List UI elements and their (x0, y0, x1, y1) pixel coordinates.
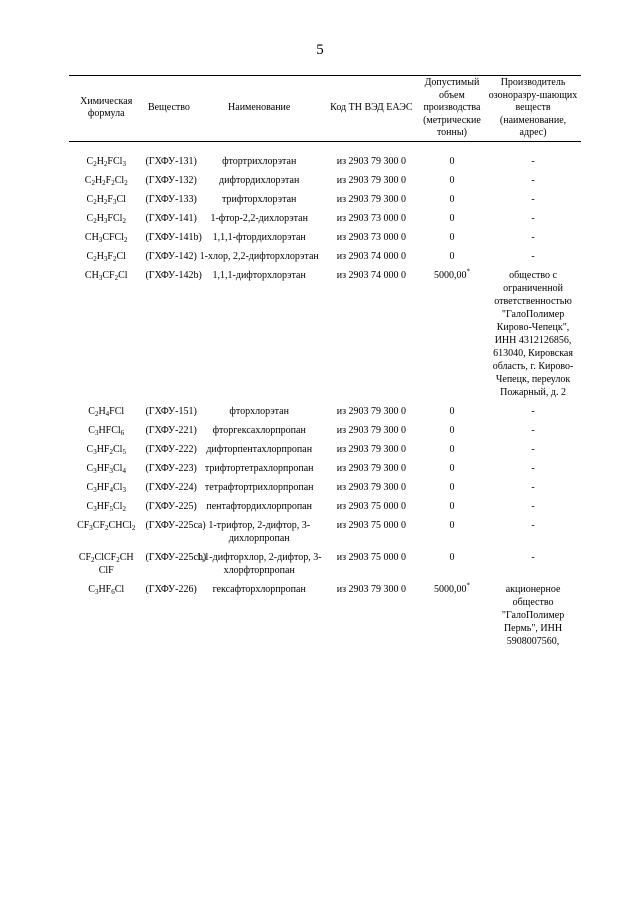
cell-amount: 0 (449, 481, 455, 493)
table-row (69, 212, 581, 231)
cell-code: из 2903 79 300 0 (336, 155, 407, 167)
header-code: Код ТН ВЭД ЕАЭС (324, 76, 419, 142)
table-row (69, 405, 581, 424)
cell-code: из 2903 75 000 0 (336, 551, 407, 563)
cell-name: 1,1-дифторхлор, 2-дифтор, 3-хлорфторпропан (196, 551, 322, 576)
cell-amount: 0 (449, 443, 455, 455)
cell-producer: - (531, 481, 535, 493)
cell-name: дифтордихлорэтан (219, 174, 300, 186)
cell-producer: - (531, 424, 535, 436)
cell-amount: 0 (449, 500, 455, 512)
cell-amount: 0 (449, 212, 455, 224)
cell-name: 1,1,1-фтордихлорэтан (212, 231, 306, 243)
cell-producer: - (531, 443, 535, 455)
cell-amount: 0 (449, 519, 455, 531)
cell-code: из 2903 74 000 0 (336, 269, 407, 281)
cell-producer: - (531, 250, 535, 262)
cell-name: гексафторхлорпропан (212, 583, 306, 595)
cell-code: из 2903 79 300 0 (336, 193, 407, 205)
table-header-row (69, 76, 581, 142)
cell-producer: - (531, 174, 535, 186)
cell-formula: $CF_2ClCF_2CH$ ClF (78, 551, 134, 576)
table-row (69, 250, 581, 269)
cell-code: из 2903 75 000 0 (336, 500, 407, 512)
cell-formula: $C_2H_3F_2Cl$ (86, 250, 126, 263)
cell-amount: 0 (449, 405, 455, 417)
cell-substance: (ГХФУ-225ca) (145, 519, 206, 531)
cell-producer: - (531, 231, 535, 243)
cell-substance: (ГХФУ-141) (145, 212, 197, 224)
table-row (69, 551, 581, 583)
cell-formula: $CH_3CFCl_2$ (84, 231, 128, 244)
cell-producer: - (531, 519, 535, 531)
cell-amount: 0 (449, 193, 455, 205)
cell-name: дифторпентахлорпропан (206, 443, 313, 455)
cell-name: трифторхлорэтан (222, 193, 297, 205)
cell-producer: - (531, 212, 535, 224)
cell-name: фтортрихлорэтан (222, 155, 297, 167)
cell-name: тетрафтортрихлорпропан (204, 481, 314, 493)
header-producer: Производитель озоноразру-шающих веществ (наименование, адрес) (485, 76, 581, 142)
cell-name: пентафтордихлорпропан (206, 500, 312, 512)
cell-code: из 2903 79 300 0 (336, 462, 407, 474)
header-name: Наименование (194, 76, 324, 142)
cell-amount: 0 (449, 231, 455, 243)
cell-formula: $C_2H_4FCl$ (88, 405, 125, 418)
cell-substance: (ГХФУ-132) (145, 174, 197, 186)
cell-substance: (ГХФУ-221) (145, 424, 197, 436)
cell-code: из 2903 79 300 0 (336, 174, 407, 186)
table-row (69, 519, 581, 551)
cell-producer: общество с ограниченной ответственностью "ГалоПолимер Кирово-Чепецк", ИНН 4312126856, 613040, Кировская область, г. Кирово-Чепецк, переулок Пожарный, д. 2 (492, 269, 574, 398)
cell-name: 1,1,1-дифторхлорэтан (212, 269, 306, 281)
cell-substance: (ГХФУ-222) (145, 443, 197, 455)
cell-producer: - (531, 405, 535, 417)
table-row (69, 462, 581, 481)
cell-name: 1-хлор, 2,2-дифторхлорэтан (199, 250, 319, 262)
table-row (69, 193, 581, 212)
cell-producer: - (531, 155, 535, 167)
ods-production-table (69, 75, 581, 654)
page-number: 5 (316, 42, 324, 58)
cell-formula: $C_3HF_2Cl_5$ (86, 443, 126, 456)
cell-formula: $CH_3CF_2Cl$ (84, 269, 128, 282)
table-row (69, 583, 581, 654)
cell-amount: 0 (449, 250, 455, 262)
cell-formula: $CF_3CF_2CHCl_2$ (77, 519, 136, 532)
cell-code: из 2903 79 300 0 (336, 405, 407, 417)
cell-code: из 2903 79 300 0 (336, 443, 407, 455)
cell-amount: 5000,00* (433, 267, 470, 281)
table-row (69, 500, 581, 519)
cell-name: 1-трифтор, 2-дифтор, 3-дихлорпропан (208, 519, 311, 544)
cell-substance: (ГХФУ-151) (145, 405, 197, 417)
cell-substance: (ГХФУ-225cb) (145, 551, 207, 563)
cell-name: фторгексахлорпропан (212, 424, 306, 436)
table-row (69, 141, 581, 174)
cell-producer: акционерное общество "ГалоПолимер Пермь", ИНН 5908007560, (501, 583, 565, 647)
cell-amount: 5000,00* (433, 581, 470, 595)
cell-formula: $C_2H_2FCl_3$ (86, 155, 126, 168)
table-body (69, 141, 581, 654)
table-row (69, 481, 581, 500)
cell-formula: $C_3HFCl_6$ (88, 424, 125, 437)
cell-amount: 0 (449, 462, 455, 474)
table-row (69, 424, 581, 443)
cell-amount: 0 (449, 424, 455, 436)
table-row (69, 231, 581, 250)
cell-producer: - (531, 462, 535, 474)
cell-code: из 2903 79 300 0 (336, 424, 407, 436)
cell-code: из 2903 75 000 0 (336, 519, 407, 531)
table-row (69, 269, 581, 405)
header-amount: Допустимый объем производства (метрические тонны) (419, 76, 485, 142)
cell-formula: $C_3HF_4Cl_3$ (86, 481, 126, 494)
cell-code: из 2903 74 000 0 (336, 250, 407, 262)
cell-formula: $C_3HF_3Cl_4$ (86, 462, 126, 475)
cell-substance: (ГХФУ-226) (145, 583, 197, 595)
cell-formula: $C_3HF_5Cl_2$ (86, 500, 126, 513)
cell-substance: (ГХФУ-224) (145, 481, 197, 493)
table-row (69, 174, 581, 193)
cell-formula: $C_2H_2F_2Cl_2$ (84, 174, 128, 187)
cell-producer: - (531, 500, 535, 512)
cell-code: из 2903 73 000 0 (336, 231, 407, 243)
cell-amount: 0 (449, 174, 455, 186)
header-substance: Вещество (143, 76, 194, 142)
cell-name: трифтортетрахлорпропан (204, 462, 314, 474)
cell-substance: (ГХФУ-223) (145, 462, 197, 474)
cell-substance: (ГХФУ-141b) (145, 231, 202, 243)
table-row (69, 443, 581, 462)
header-formula: Химическая формула (69, 76, 143, 142)
cell-name: фторхлорэтан (229, 405, 289, 417)
cell-substance: (ГХФУ-131) (145, 155, 197, 167)
cell-producer: - (531, 193, 535, 205)
cell-formula: $C_2H_2F_3Cl$ (86, 193, 126, 206)
cell-substance: (ГХФУ-142) (145, 250, 197, 262)
cell-amount: 0 (449, 551, 455, 563)
cell-name: 1-фтор-2,2-дихлорэтан (210, 212, 308, 224)
cell-formula: $C_2H_3FCl_2$ (86, 212, 126, 225)
cell-substance: (ГХФУ-225) (145, 500, 197, 512)
cell-formula: $C_3HF_6Cl$ (88, 583, 125, 596)
cell-producer: - (531, 551, 535, 563)
cell-substance: (ГХФУ-133) (145, 193, 197, 205)
cell-code: из 2903 79 300 0 (336, 583, 407, 595)
cell-code: из 2903 79 300 0 (336, 481, 407, 493)
cell-code: из 2903 73 000 0 (336, 212, 407, 224)
cell-amount: 0 (449, 155, 455, 167)
cell-substance: (ГХФУ-142b) (145, 269, 202, 281)
